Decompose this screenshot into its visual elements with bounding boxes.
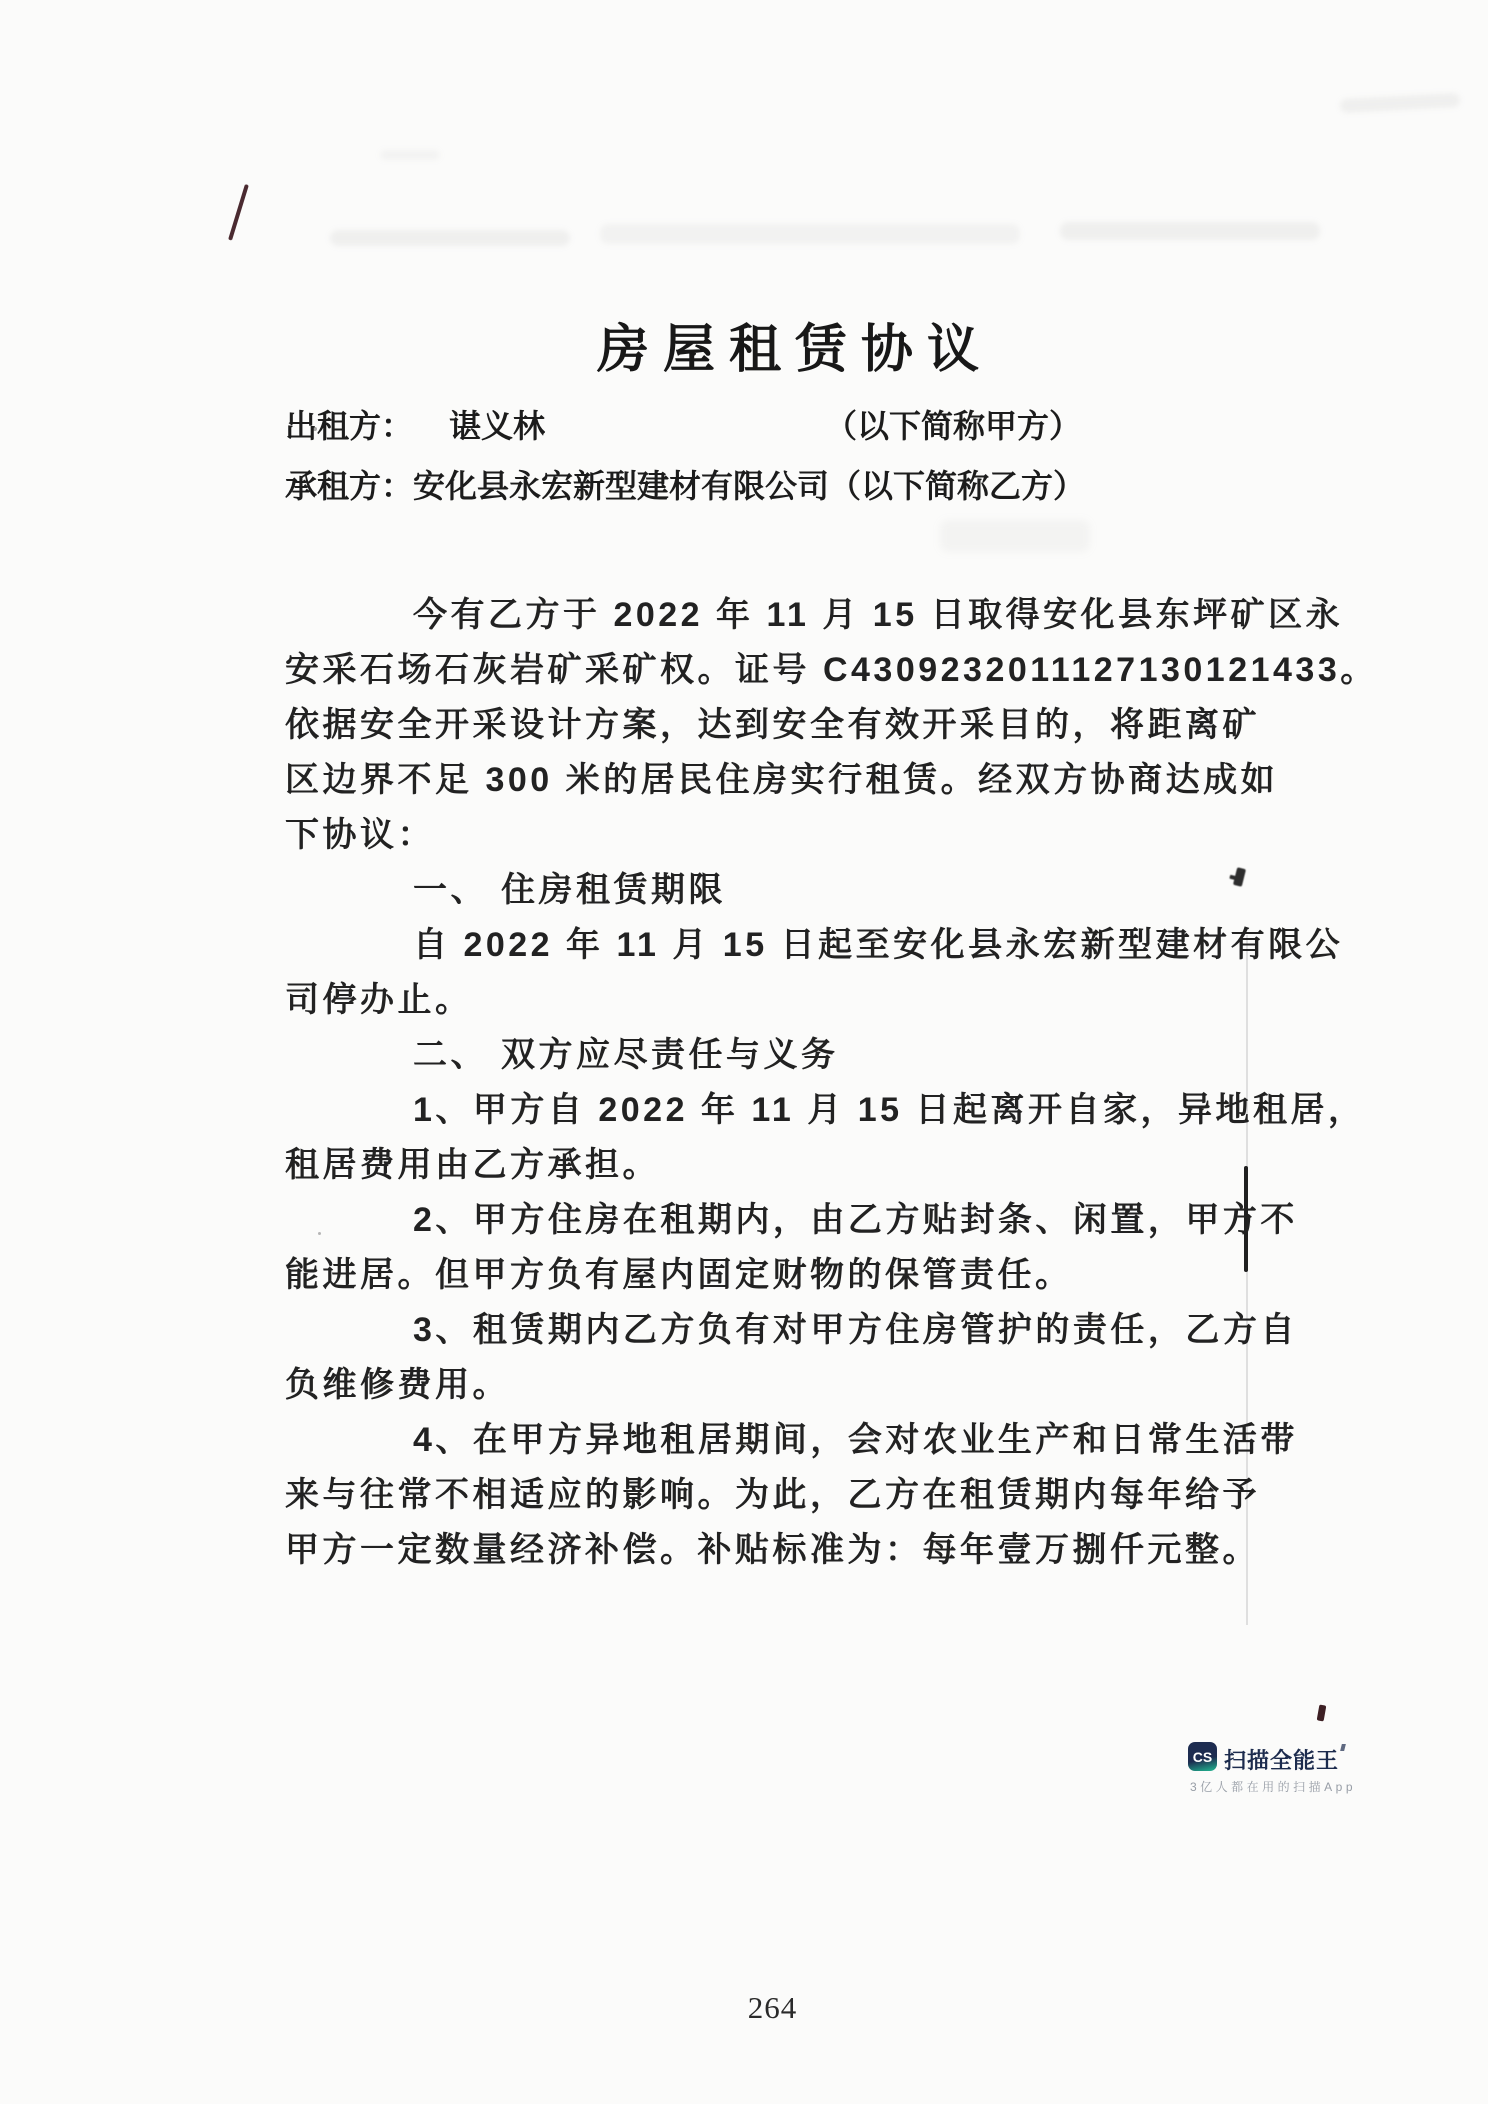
body-line: 甲方一定数量经济补偿。补贴标准为：每年壹万捌仟元整。 bbox=[285, 1531, 1260, 1569]
document-title: 房屋租赁协议 bbox=[596, 321, 993, 379]
body-line: 租居费用由乙方承担。 bbox=[285, 1146, 660, 1184]
body-line: 2、甲方住房在租期内，由乙方贴封条、闲置，甲方不 bbox=[413, 1201, 1298, 1239]
pen-slash-mark bbox=[228, 184, 248, 240]
section-heading: 二、 双方应尽责任与义务 bbox=[413, 1036, 839, 1074]
lessor-name: 谌义林 bbox=[449, 408, 546, 444]
body-line: 4、在甲方异地租居期间，会对农业生产和日常生活带 bbox=[413, 1421, 1298, 1459]
contract-body bbox=[285, 588, 1378, 1578]
body-line: 区边界不足 300 米的居民住房实行租赁。经双方协商达成如 bbox=[285, 761, 1279, 799]
body-line: 下协议： bbox=[285, 816, 435, 854]
body-line: 能进居。但甲方负有屋内固定财物的保管责任。 bbox=[285, 1256, 1073, 1294]
lessor-label: 出租方： bbox=[285, 408, 414, 444]
body-line: 1、甲方自 2022 年 11 月 15 日起离开自家，异地租居， bbox=[413, 1091, 1366, 1129]
lessee-line bbox=[285, 462, 1285, 510]
body-line: 安采石场石灰岩矿采矿权。证号 C4309232011127130121433。 bbox=[285, 651, 1378, 689]
lessor-line bbox=[285, 402, 1285, 450]
lessor-alias: （以下简称甲方） bbox=[825, 408, 1082, 444]
section-heading: 一、 住房租赁期限 bbox=[413, 871, 726, 909]
camscanner-logo-icon: CS bbox=[1188, 1742, 1217, 1771]
camscanner-tagline: 3亿人都在用的扫描App bbox=[1190, 1780, 1357, 1794]
body-line: 今有乙方于 2022 年 11 月 15 日取得安化县东坪矿区永 bbox=[413, 596, 1344, 634]
page-number: 264 bbox=[747, 1990, 798, 2025]
camscanner-brand-text: 扫描全能王 bbox=[1224, 1744, 1339, 1775]
scan-smudge bbox=[940, 520, 1090, 552]
scan-smudge bbox=[1060, 222, 1320, 240]
body-line: 司停办止。 bbox=[285, 981, 473, 1019]
body-line: 自 2022 年 11 月 15 日起至安化县永宏新型建材有限公 bbox=[413, 926, 1344, 964]
body-line: 负维修费用。 bbox=[285, 1366, 510, 1404]
lessee-label: 承租方： bbox=[285, 468, 414, 504]
lessee-name: 安化县永宏新型建材有限公司（以下简称乙方） bbox=[413, 468, 1086, 504]
scan-smudge bbox=[380, 150, 440, 160]
body-line: 来与往常不相适应的影响。为此，乙方在租赁期内每年给予 bbox=[285, 1476, 1260, 1514]
body-line: 3、租赁期内乙方负有对甲方住房管护的责任，乙方自 bbox=[413, 1311, 1298, 1349]
scan-smudge bbox=[600, 224, 1020, 244]
ink-speck bbox=[1317, 1705, 1327, 1722]
body-line: 依据安全开采设计方案，达到安全有效开采目的，将距离矿 bbox=[285, 706, 1260, 744]
scan-smudge bbox=[330, 230, 570, 246]
scan-smudge bbox=[1340, 93, 1461, 113]
